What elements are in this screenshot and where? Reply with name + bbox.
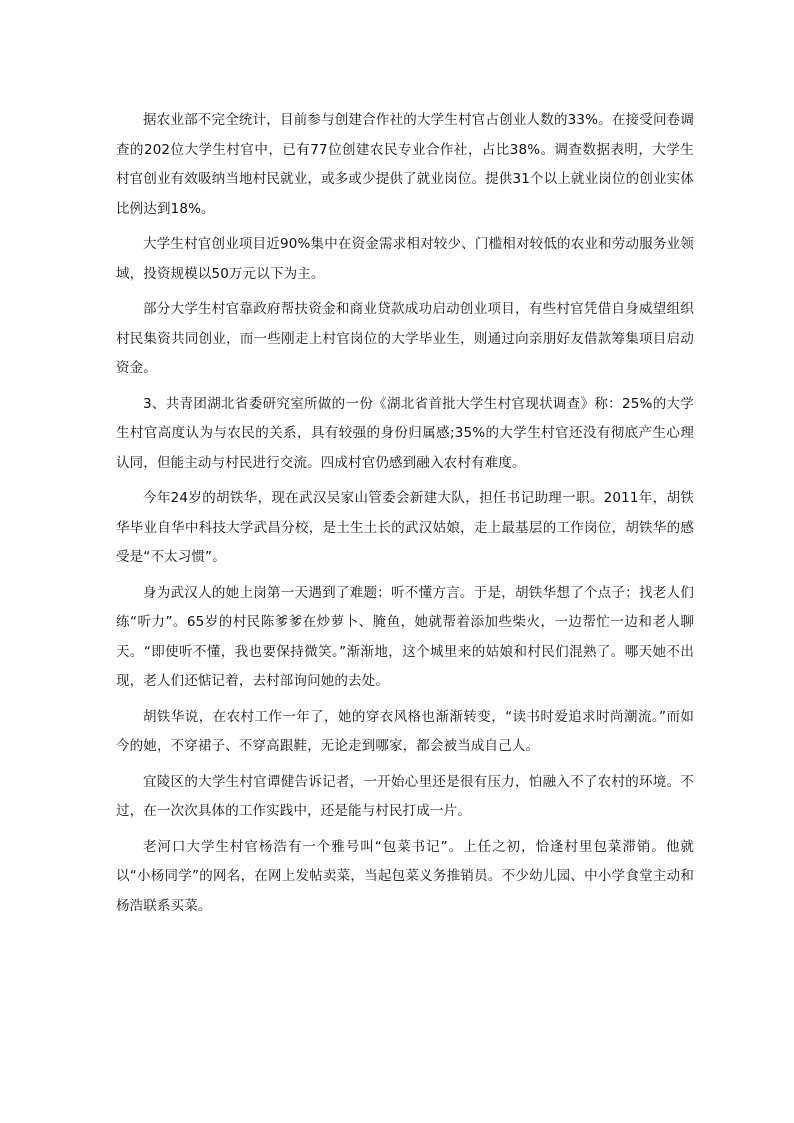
paragraph-yang-hao: 老河口大学生村官杨浩有一个雅号叫“包菜书记”。上任之初，恰逢村里包菜滞销。他就以“小杨同学”的网名，在网上发帖卖菜，当起包菜义务推销员。不少幼儿园、中小学食堂主动和杨浩联系买菜。 <box>116 838 694 914</box>
paragraph-hubei-survey: 3、共青团湖北省委研究室所做的一份《湖北省首批大学生村官现状调查》称：25%的大学生村官高度认为与农民的关系，具有较强的身份归属感;35%的大学生村官还没有彻底产生心理认同，但能主动与村民进行交流。四成村官仍感到融入农村有难度。 <box>116 395 694 471</box>
document-body <box>116 106 694 927</box>
paragraph-tan-jian: 宜陵区的大学生村官谭健告诉记者，一开始心里还是很有压力，怕融入不了农村的环境。不过，在一次次具体的工作实践中，还是能与村民打成一片。 <box>116 773 694 819</box>
paragraph-cooperative-statistics: 据农业部不完全统计，目前参与创建合作社的大学生村官占创业人数的33%。在接受问卷调查的202位大学生村官中，已有77位创建农民专业合作社，占比38%。调查数据表明，大学生村官创业有效吸纳当地村民就业，或多或少提供了就业岗位。提供31个以上就业岗位的创业实体比例达到18%。 <box>116 112 694 217</box>
paragraph-project-fields: 大学生村官创业项目近90%集中在资金需求相对较少、门槛相对较低的农业和劳动服务业领域，投资规模以50万元以下为主。 <box>116 236 694 282</box>
paragraph-hu-tiehua-dialect: 身为武汉人的她上岗第一天遇到了难题：听不懂方言。于是，胡铁华想了个点子：找老人们练“听力”。65岁的村民陈爹爹在炒萝卜、腌鱼，她就帮着添加些柴火，一边帮忙一边和老人聊天。“即使听不懂，我也要保持微笑。”渐渐地，这个城里来的姑娘和村民们混熟了。哪天她不出现，老人们还惦记着，去村部询问她的去处。 <box>116 584 694 689</box>
paragraph-funding-sources: 部分大学生村官靠政府帮扶资金和商业贷款成功启动创业项目，有些村官凭借自身威望组织村民集资共同创业，而一些刚走上村官岗位的大学毕业生，则通过向亲朋好友借款筹集项目启动资金。 <box>116 301 694 376</box>
paragraph-hu-tiehua-intro: 今年24岁的胡铁华，现在武汉吴家山管委会新建大队，担任书记助理一职。2011年，胡铁华毕业自华中科技大学武昌分校，是土生土长的武汉姑娘，走上最基层的工作岗位，胡铁华的感受是“不太习惯”。 <box>116 490 694 565</box>
paragraph-hu-tiehua-style: 胡铁华说，在农村工作一年了，她的穿衣风格也渐渐转变，“读书时爱追求时尚潮流。”而如今的她，不穿裙子、不穿高跟鞋，无论走到哪家，都会被当成自己人。 <box>116 708 694 754</box>
